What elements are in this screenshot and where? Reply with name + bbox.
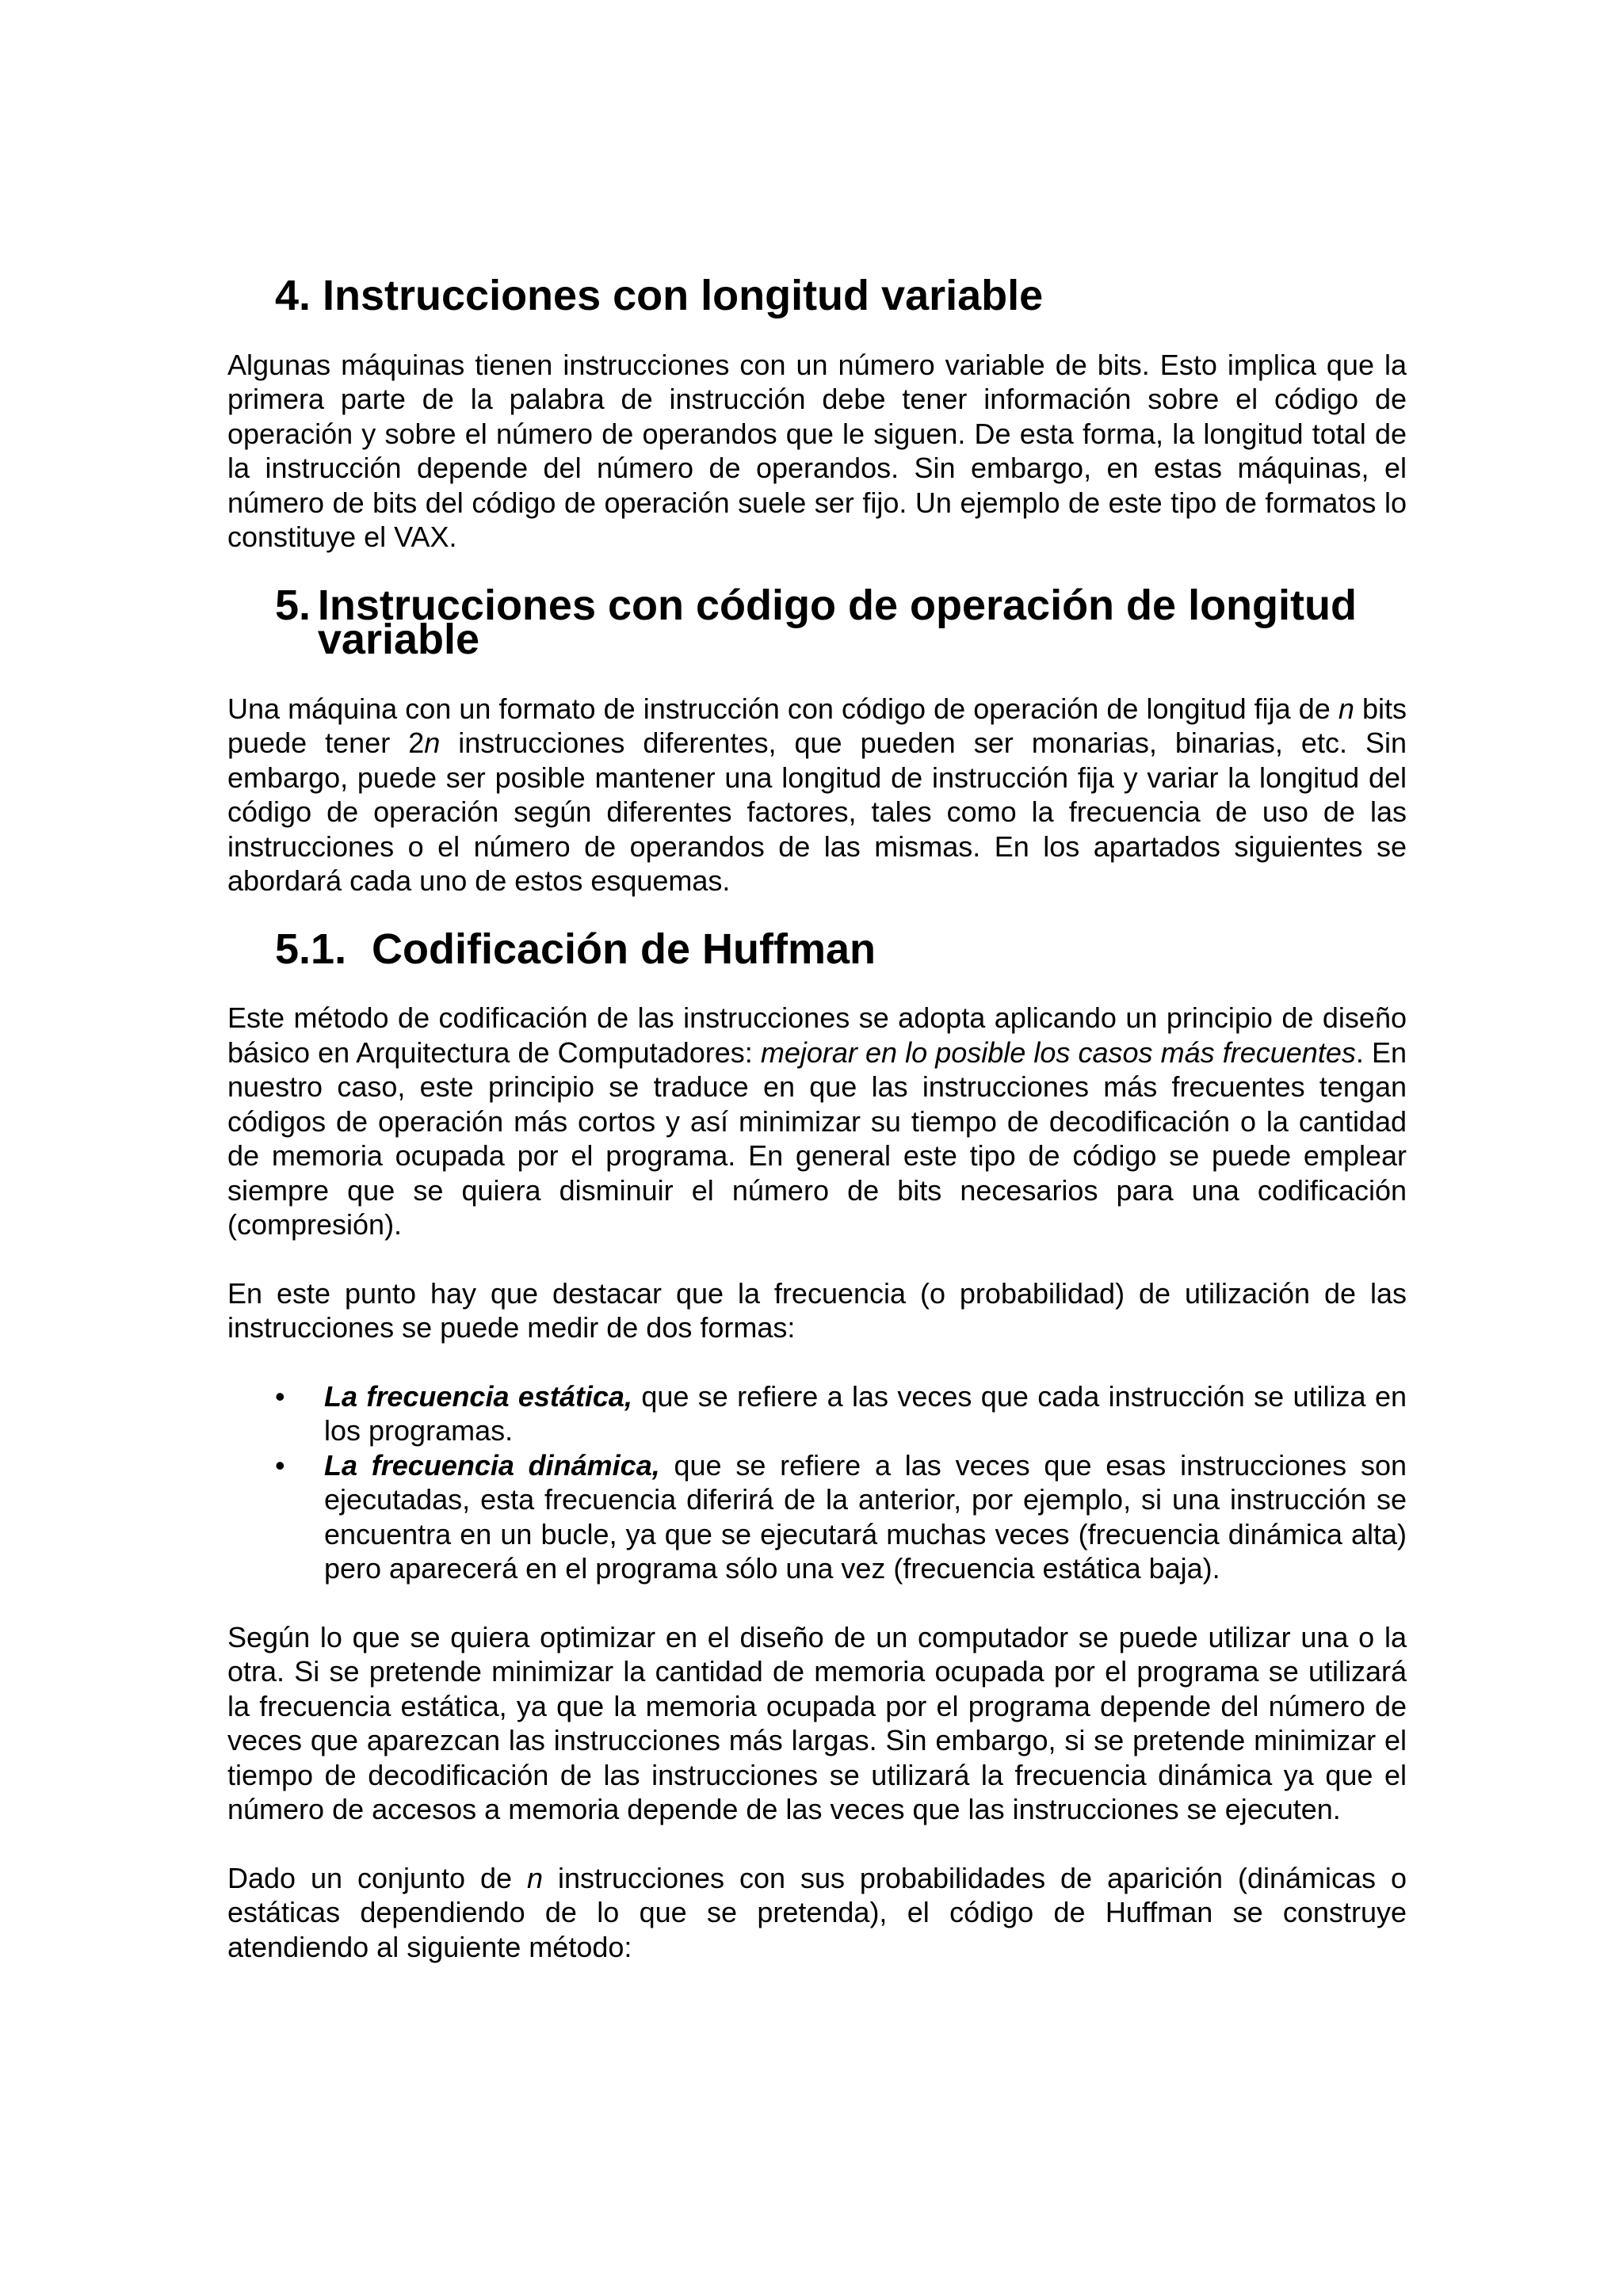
section-title: Instrucciones con código de operación de longitud variable xyxy=(317,581,1357,663)
frequency-list xyxy=(227,1379,1407,1586)
variable-n: n xyxy=(526,1861,544,1894)
section-number: 5. xyxy=(275,581,311,629)
text-run: bits puede tener 2 xyxy=(227,692,1407,759)
section-number: 4. xyxy=(275,272,311,319)
text-run: Dado un conjunto de xyxy=(227,1861,527,1894)
list-text: que se refiere a las veces que esas instrucciones son ejecutadas, esta frecuencia diferirá de la anterior, por ejemplo, si una instrucción se encuentra en un bucle, ya que se ejecutará muchas veces (frecuencia dinámica alta) pero aparecerá en el programa sólo una vez (frecuencia estática baja). xyxy=(324,1448,1407,1585)
text-run: . En nuestro caso, este principio se traduce en que las instrucciones más frecuentes tengan códigos de operación más cortos y así minimizar su tiempo de decodificación o la cantidad de memoria ocupada por el programa. En general este tipo de código se puede emplear siempre que se quiera disminuir el número de bits necesarios para una codificación (compresión). xyxy=(227,1035,1407,1241)
text-run: instrucciones diferentes, que pueden ser monarias, binarias, etc. Sin embargo, puede ser posible mantener una longitud de instrucción fija y variar la longitud del código de operación según diferentes factores, tales como la frecuencia de uso de las instrucciones o el número de operandos de las mismas. En los apartados siguientes se abordará cada uno de estos esquemas. xyxy=(227,727,1407,897)
section-heading-5 xyxy=(227,581,1407,663)
paragraph-frequency: En este punto hay que destacar que la frecuencia (o probabilidad) de utilización de las instrucciones se puede medir de dos formas: xyxy=(227,1276,1407,1344)
list-text: que se refiere a las veces que cada instrucción se utiliza en los programas. xyxy=(324,1379,1407,1447)
list-item xyxy=(227,1379,1407,1448)
list-term: La frecuencia dinámica, xyxy=(324,1448,660,1482)
paragraph-variable-length: Algunas máquinas tienen instrucciones con un número variable de bits. Esto implica que la primera parte de la palabra de instrucción debe tener información sobre el código de operación y sobre el número de operandos que le siguen. De esta forma, la longitud total de la instrucción depende del número de operandos. Sin embargo, en estas máquinas, el número de bits del código de operación suele ser fijo. Un ejemplo de este tipo de formatos lo constituye el VAX. xyxy=(227,348,1407,553)
section-heading-4 xyxy=(227,272,1407,319)
paragraph-huffman-intro xyxy=(227,1001,1407,1242)
document-body xyxy=(227,272,1407,1964)
bullet-marker: • xyxy=(275,1379,285,1413)
list-item xyxy=(227,1448,1407,1586)
section-number: 5.1. xyxy=(275,925,347,973)
list-term: La frecuencia estática, xyxy=(324,1379,632,1413)
paragraph-opcode-length xyxy=(227,692,1407,898)
variable-n: n xyxy=(424,727,441,759)
section-title: Instrucciones con longitud variable xyxy=(323,272,1044,319)
section-heading-5-1 xyxy=(227,925,1407,973)
bullet-marker: • xyxy=(275,1448,285,1482)
text-run: Una máquina con un formato de instrucción con código de operación de longitud fija de xyxy=(227,692,1338,725)
paragraph-huffman-method xyxy=(227,1861,1407,1965)
text-run: Este método de codificación de las instrucciones se adopta aplicando un principio de diseño básico en Arquitectura de Computadores: xyxy=(227,1001,1407,1069)
variable-n: n xyxy=(1338,692,1354,725)
text-run: instrucciones con sus probabilidades de aparición (dinámicas o estáticas dependiendo de lo que se pretenda), el código de Huffman se construye atendiendo al siguiente método: xyxy=(227,1861,1407,1963)
section-title: Codificación de Huffman xyxy=(372,925,876,973)
emphasis-principle: mejorar en lo posible los casos más frecuentes xyxy=(760,1035,1356,1069)
paragraph-optimization: Según lo que se quiera optimizar en el diseño de un computador se puede utilizar una o la otra. Si se pretende minimizar la cantidad de memoria ocupada por el programa se utilizará la frecuencia estática, ya que la memoria ocupada por el programa depende del número de veces que aparezcan las instrucciones más largas. Sin embargo, si se pretende minimizar el tiempo de decodificación de las instrucciones se utilizará la frecuencia dinámica ya que el número de accesos a memoria depende de las veces que las instrucciones se ejecuten. xyxy=(227,1620,1407,1825)
